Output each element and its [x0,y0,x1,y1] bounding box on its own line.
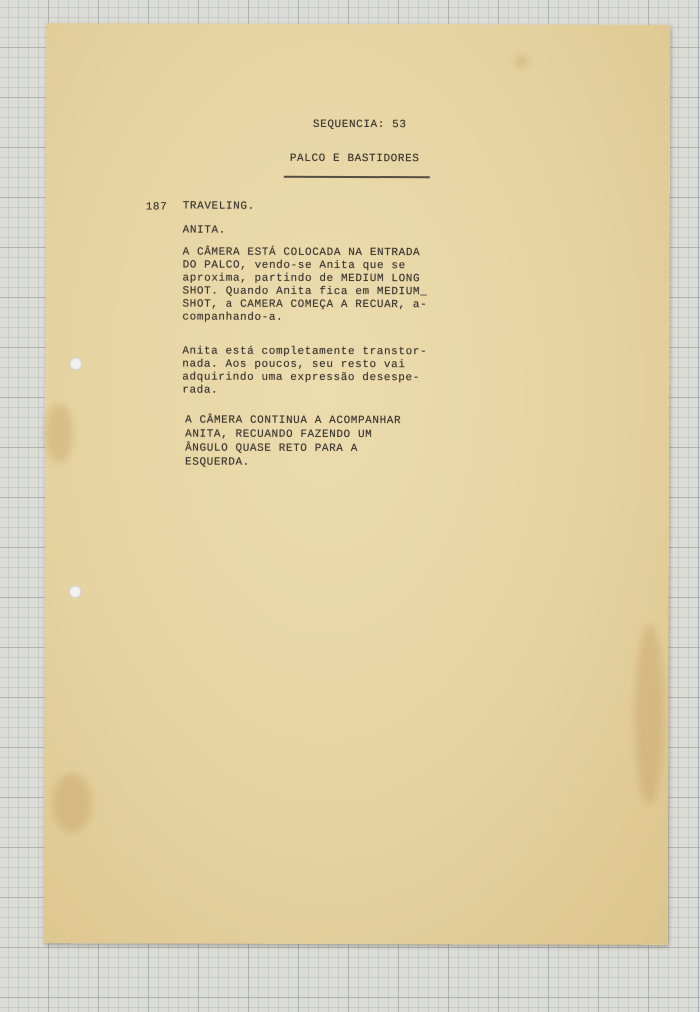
heading-underline [284,176,430,178]
stain-top [514,54,528,68]
punch-hole-upper [69,357,82,370]
punch-hole-lower [69,585,82,598]
stain-right-edge [634,625,664,805]
paragraph-line: A CÂMERA CONTINUA A ACOMPANHAR [185,414,402,428]
stain-bottom-left [52,773,92,833]
scene-number: 187 [145,201,168,214]
paragraph-line: ANITA, RECUANDO FAZENDO UM [185,428,373,442]
paragraph-line: ÂNGULO QUASE RETO PARA A [185,442,358,456]
paragraph-line: rada. [182,384,219,397]
shot-type: TRAVELING. [182,200,255,213]
paragraph-line: ESQUERDA. [185,456,250,469]
paragraph-line: Anita está completamente transtor- [182,345,428,359]
paragraph-line: aproxima, partindo de MEDIUM LONG [182,272,421,286]
stain-left-edge [45,403,73,463]
paragraph-line: nada. Aos poucos, seu resto vai [182,358,406,372]
paragraph-line: SHOT. Quando Anita fica em MEDIUM_ [182,285,428,299]
paragraph-line: companhando-a. [182,311,284,324]
sequence-heading: SEQUENCIA: 53 [312,118,407,132]
location-heading: PALCO E BASTIDORES [289,152,420,166]
paragraph-line: SHOT, a CAMERA COMEÇA A RECUAR, a- [182,298,428,312]
paragraph-line: A CÂMERA ESTÁ COLOCADA NA ENTRADA [182,246,421,260]
character-name: ANITA. [182,224,226,237]
typewritten-page [44,23,670,945]
paragraph-line: adquirindo uma expressão desespe- [182,371,420,385]
paragraph-line: DO PALCO, vendo-se Anita que se [182,259,406,273]
